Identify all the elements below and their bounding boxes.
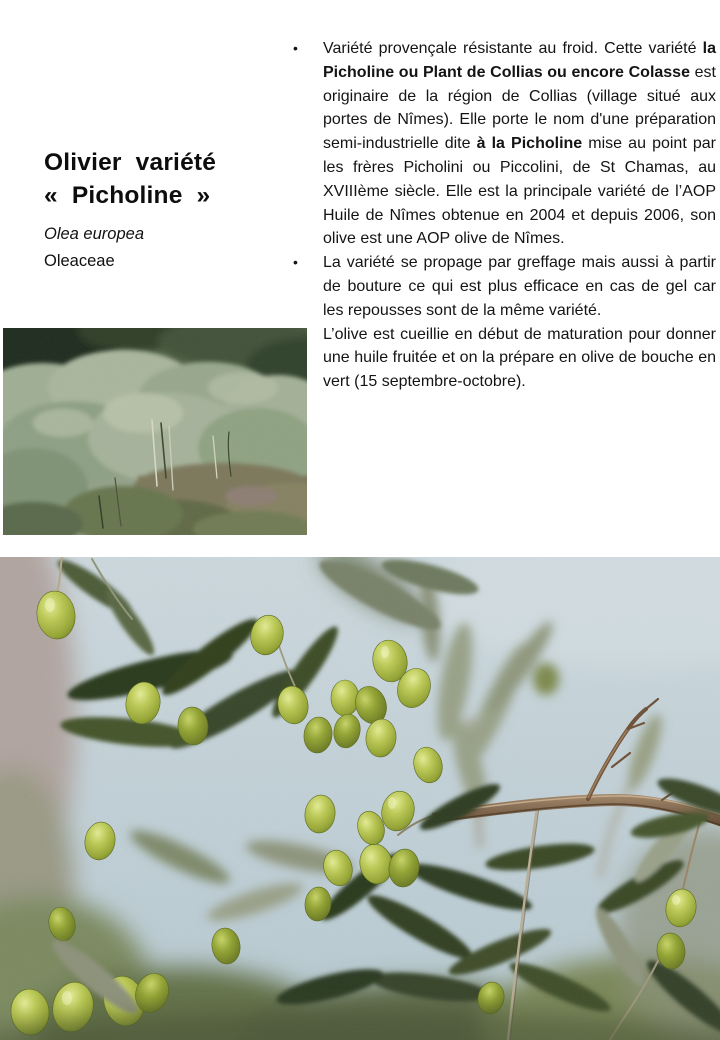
paragraph-harvest: L’olive est cueillie en début de maturation pour donner une huile fruitée et on la prépare en olive de bouche en vert (15 septembre-octobre). xyxy=(323,325,716,391)
title-block xyxy=(44,146,276,271)
page-title xyxy=(44,146,276,212)
bullet-item-propagation xyxy=(287,251,716,394)
olive-branch-illustration xyxy=(0,557,720,1040)
olive-grove-illustration xyxy=(3,328,307,535)
bullet-marker: • xyxy=(293,254,298,271)
family-name: Oleaceae xyxy=(44,252,115,270)
description-text xyxy=(287,37,716,394)
page-title-line2: « Picholine » xyxy=(44,182,211,209)
bullet-marker: • xyxy=(293,40,298,56)
bullet-list xyxy=(287,37,716,394)
paragraph-variety: Variété provençale résistante au froid. Cette variété la Picholine ou Plant de Collias ou encore Colasse est originaire de la région de Collias (village situé aux portes de Nîmes). Elle porte le nom d'une préparation semi-industrielle dite à la Picholine mise au point par les frères Picholini ou Piccolini, de St Chamas, au XVIIIème siècle. Elle est la principale variété de l’AOP Huile de Nîmes obtenue en 2004 et depuis 2006, son olive est une AOP olive de Nîmes. xyxy=(323,40,716,248)
paragraph-propagation: La variété se propage par greffage mais aussi à partir de bouture ce qui est plus efficace en cas de gel car les repousses sont de la même variété. xyxy=(323,254,716,319)
page-title-line1: Olivier variété xyxy=(44,149,217,176)
bullet-item-variety xyxy=(287,37,716,251)
olive-grove-photo xyxy=(3,328,307,535)
species-name: Olea europea xyxy=(44,225,144,243)
olive-branch-photo xyxy=(0,557,720,1040)
